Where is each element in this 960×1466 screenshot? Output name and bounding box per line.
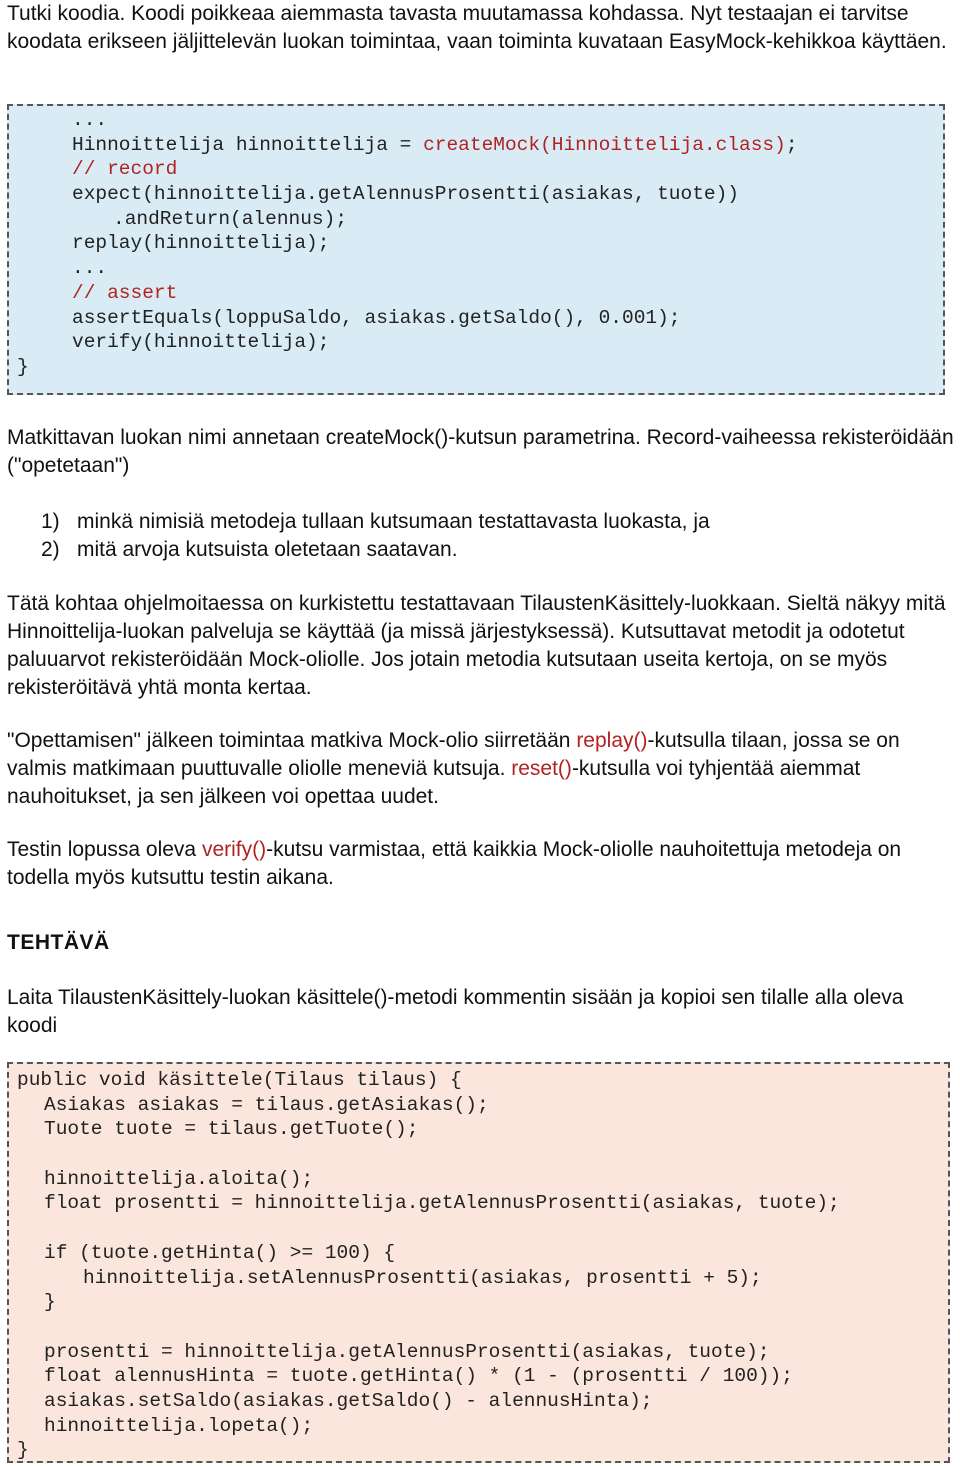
paragraph-replay-text-a: "Opettamisen" jälkeen toimintaa matkiva Mock-olio siirretään: [7, 729, 577, 752]
code-line: float prosentti = hinnoittelija.getAlennusProsentti(asiakas, tuote);: [44, 1192, 840, 1215]
code-line: // assert: [72, 281, 178, 304]
code-line: }: [17, 1439, 29, 1462]
code-line: }: [17, 355, 29, 378]
numbered-list: [41, 508, 941, 564]
code-line: prosentti = hinnoittelija.getAlennusProsentti(asiakas, tuote);: [44, 1340, 770, 1363]
list-item: [41, 508, 941, 536]
code-line: .andReturn(alennus);: [113, 207, 348, 230]
code-line: [17, 1315, 840, 1340]
code-line: float alennusHinta = tuote.getHinta() * (1 - (prosentti / 100));: [44, 1365, 793, 1388]
code-line: hinnoittelija.aloita();: [44, 1167, 314, 1190]
code-line: ...: [72, 109, 108, 131]
code-line: verify(hinnoittelija);: [72, 331, 330, 354]
code-line: hinnoittelija.lopeta();: [44, 1414, 314, 1437]
code-line: if (tuote.getHinta() >= 100) {: [44, 1241, 396, 1264]
list-item-text: mitä arvoja kutsuista oletetaan saatavan.: [77, 538, 458, 561]
list-item: [41, 536, 941, 564]
code-line: hinnoittelija.setAlennusProsentti(asiakas, prosentti + 5);: [83, 1266, 762, 1289]
paragraph-recording: Tätä kohtaa ohjelmoitaessa on kurkistettu testattavaan TilaustenKäsittely-luokkaan. Sieltä näkyy mitä Hinnoittelija-luokan palveluja se käyttää (ja missä järjestyksessä). Kutsuttavat metodit ja odotetut paluuarvot rekisteröidään Mock-oliolle. Jos jotain metodia kutsutaan useita kertoja, on se myös rekisteröitävä yhtä monta kertaa.: [7, 592, 946, 699]
list-item-number: 1): [41, 510, 60, 533]
paragraph-verify: [7, 836, 957, 892]
code-line: // record: [72, 158, 178, 181]
task-instruction: Laita TilaustenKäsittely-luokan käsittele()-metodi kommentin sisään ja kopioi sen tilalle alla oleva koodi: [7, 986, 904, 1037]
list-item-number: 2): [41, 538, 60, 561]
paragraph-verify-text-a: Testin lopussa oleva: [7, 838, 202, 861]
paragraph-createmock: Matkittavan luokan nimi annetaan createMock()-kutsun parametrina. Record-vaiheessa rekisteröidään ("opetetaan"): [7, 426, 954, 477]
code-token: ;: [785, 133, 798, 156]
replay-keyword: replay(): [576, 729, 648, 752]
code-line: ...: [72, 257, 108, 280]
paragraph-replay-text-c: -kutsulla voi tyhjentää aiemmat nauhoitukset, ja sen jälkeen voi opettaa uudet.: [7, 757, 861, 808]
code-line: replay(hinnoittelija);: [72, 232, 330, 255]
code-line: Asiakas asiakas = tilaus.getAsiakas();: [44, 1093, 489, 1116]
code-line: expect(hinnoittelija.getAlennusProsentti(asiakas, tuote)): [72, 183, 740, 206]
code-line: [17, 133, 798, 158]
list-item-text: minkä nimisiä metodeja tullaan kutsumaan testattavasta luokasta, ja: [77, 510, 710, 533]
code-line: Tuote tuote = tilaus.getTuote();: [44, 1118, 419, 1141]
verify-keyword: verify(): [201, 838, 267, 861]
code-line: }: [44, 1291, 56, 1314]
paragraph-replay-text-b: -kutsulla tilaan, jossa se on valmis matkimaan puuttuvalle oliolle meneviä kutsuja.: [7, 729, 900, 780]
code-example-listing: [17, 108, 798, 380]
task-heading: TEHTÄVÄ: [7, 931, 110, 954]
intro-paragraph: Tutki koodia. Koodi poikkeaa aiemmasta tavasta muutamassa kohdassa. Nyt testaajan ei tarvitse koodata erikseen jäljittelevän luokan toimintaa, vaan toiminta kuvataan EasyMock-kehikkoa käyttäen.: [7, 2, 947, 53]
code-line: [17, 1216, 840, 1241]
paragraph-verify-text-b: -kutsu varmistaa, että kaikkia Mock-oliolle nauhoitettuja metodeja on todella myös kutsuttu testin aikana.: [7, 838, 902, 889]
task-code-listing: [17, 1068, 840, 1463]
paragraph-replay: [7, 727, 957, 811]
code-line: public void käsittele(Tilaus tilaus) {: [17, 1069, 462, 1091]
code-example-box: [7, 104, 945, 395]
code-token: Hinnoittelija hinnoittelija =: [72, 133, 424, 156]
code-line: asiakas.setSaldo(asiakas.getSaldo() - alennusHinta);: [44, 1389, 653, 1412]
task-code-box: [7, 1062, 950, 1463]
reset-keyword: reset(): [511, 757, 572, 780]
code-token: createMock(Hinnoittelija.class): [423, 133, 786, 156]
code-line: [17, 1142, 840, 1167]
code-line: assertEquals(loppuSaldo, asiakas.getSaldo(), 0.001);: [72, 306, 681, 329]
